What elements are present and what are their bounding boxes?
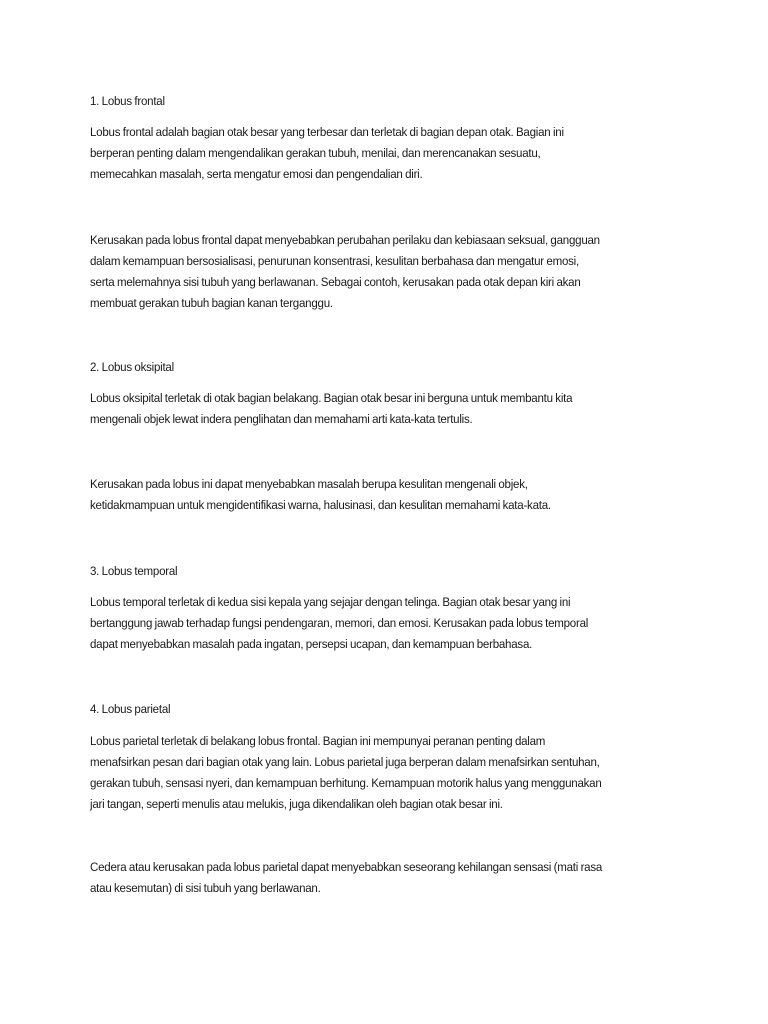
- paragraph-line: Lobus oksipital terletak di otak bagian belakang. Bagian otak besar ini berguna untuk membantu kita: [90, 391, 573, 405]
- paragraph-line: ketidakmampuan untuk mengidentifikasi warna, halusinasi, dan kesulitan memahami kata-kata.: [90, 498, 551, 512]
- paragraph-temporal-function: [90, 592, 648, 655]
- paragraph-line: mengenali objek lewat indera penglihatan dan memahami arti kata-kata tertulis.: [90, 412, 473, 426]
- heading-text: 3. Lobus temporal: [90, 564, 178, 578]
- paragraph-line: dalam kemampuan bersosialisasi, penurunan konsentrasi, kesulitan berbahasa dan mengatur emosi,: [90, 254, 579, 268]
- paragraph-line: Kerusakan pada lobus ini dapat menyebabkan masalah berupa kesulitan mengenali objek,: [90, 477, 528, 491]
- paragraph-frontal-damage: [90, 230, 648, 314]
- paragraph-line: Lobus parietal terletak di belakang lobus frontal. Bagian ini mempunyai peranan penting dalam: [90, 734, 546, 748]
- section-heading-lobus-temporal: [90, 561, 648, 582]
- section-heading-lobus-frontal: [90, 91, 648, 112]
- section-heading-lobus-parietal: [90, 699, 648, 720]
- paragraph-line: berperan penting dalam mengendalikan gerakan tubuh, menilai, dan merencanakan sesuatu,: [90, 146, 541, 160]
- paragraph-line: gerakan tubuh, sensasi nyeri, dan kemampuan berhitung. Kemampuan motorik halus yang menggunakan: [90, 776, 602, 790]
- heading-text: 1. Lobus frontal: [90, 94, 165, 108]
- paragraph-line: menafsirkan pesan dari bagian otak yang lain. Lobus parietal juga berperan dalam menafsirkan sentuhan,: [90, 755, 600, 769]
- paragraph-line: serta melemahnya sisi tubuh yang berlawanan. Sebagai contoh, kerusakan pada otak depan kiri akan: [90, 275, 581, 289]
- paragraph-line: atau kesemutan) di sisi tubuh yang berlawanan.: [90, 881, 321, 895]
- paragraph-line: jari tangan, seperti menulis atau melukis, juga dikendalikan oleh bagian otak besar ini.: [90, 797, 503, 811]
- heading-text: 2. Lobus oksipital: [90, 360, 174, 374]
- paragraph-parietal-function: [90, 731, 648, 815]
- section-heading-lobus-oksipital: [90, 357, 648, 378]
- paragraph-line: membuat gerakan tubuh bagian kanan terganggu.: [90, 296, 333, 310]
- heading-text: 4. Lobus parietal: [90, 702, 171, 716]
- paragraph-parietal-damage: [90, 857, 648, 899]
- paragraph-line: bertanggung jawab terhadap fungsi pendengaran, memori, dan emosi. Kerusakan pada lobus temporal: [90, 616, 589, 630]
- paragraph-oksipital-damage: [90, 474, 648, 516]
- paragraph-line: Kerusakan pada lobus frontal dapat menyebabkan perubahan perilaku dan kebiasaan seksual, gangguan: [90, 233, 600, 247]
- paragraph-line: dapat menyebabkan masalah pada ingatan, persepsi ucapan, dan kemampuan berbahasa.: [90, 637, 533, 651]
- paragraph-oksipital-function: [90, 388, 648, 430]
- paragraph-line: Cedera atau kerusakan pada lobus parietal dapat menyebabkan seseorang kehilangan sensasi (mati rasa: [90, 860, 603, 874]
- paragraph-line: Lobus temporal terletak di kedua sisi kepala yang sejajar dengan telinga. Bagian otak besar yang ini: [90, 595, 571, 609]
- paragraph-line: Lobus frontal adalah bagian otak besar yang terbesar dan terletak di bagian depan otak. Bagian ini: [90, 125, 564, 139]
- paragraph-frontal-function: [90, 122, 648, 185]
- paragraph-line: memecahkan masalah, serta mengatur emosi dan pengendalian diri.: [90, 167, 423, 181]
